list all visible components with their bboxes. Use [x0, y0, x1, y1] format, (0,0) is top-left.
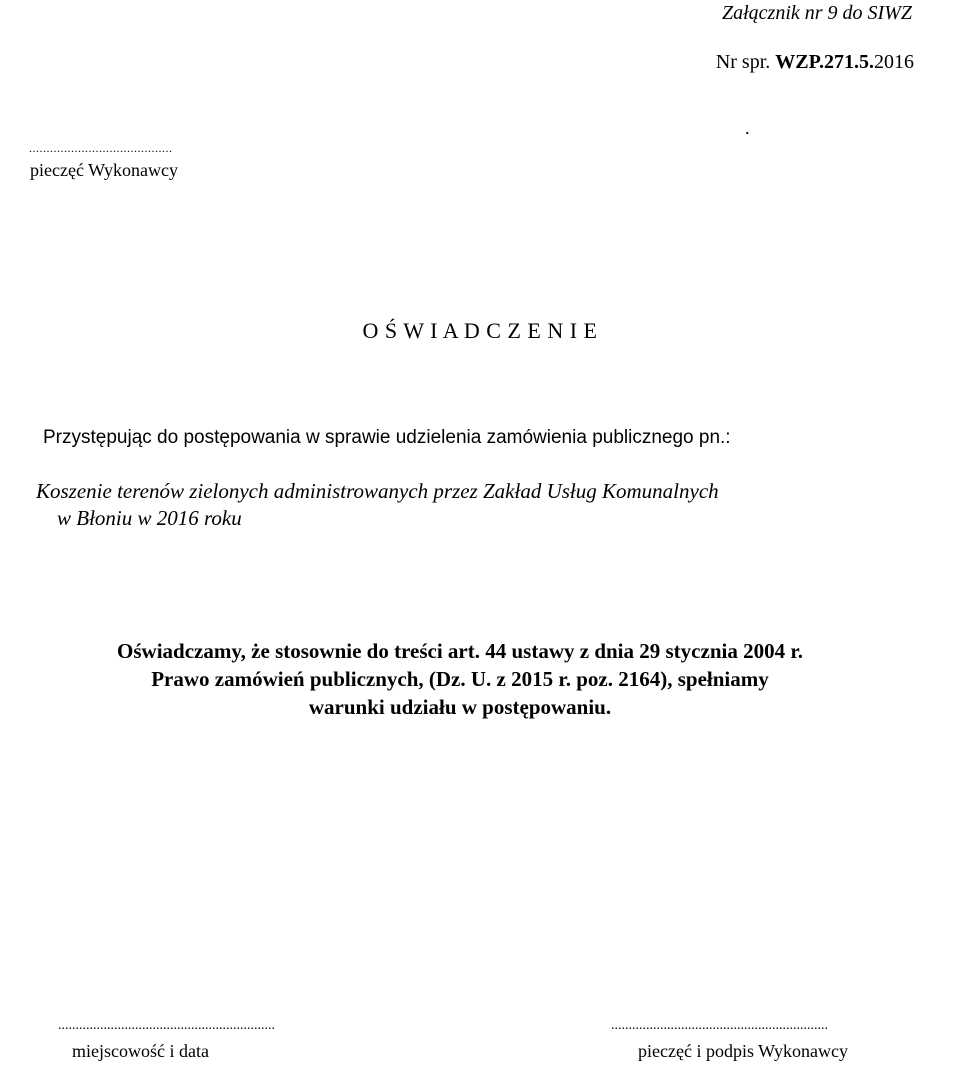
place-date-label: miejscowość i data: [72, 1041, 209, 1061]
declaration-line-1: Oświadczamy, że stosownie do treści art. 44 ustawy z dnia 29 stycznia 2004 r.: [117, 639, 803, 663]
signature-line: ..............................................................: [611, 1018, 828, 1033]
procurement-subject-line-2: w Błoniu w 2016 roku: [57, 506, 242, 530]
contractor-stamp-line: .........................................: [29, 141, 173, 155]
intro-paragraph: Przystępując do postępowania w sprawie udzielenia zamówienia publicznego pn.:: [43, 427, 731, 448]
stray-dot: .: [745, 118, 750, 138]
case-reference-number: WZP.271.5.: [775, 51, 874, 73]
document-title: O Ś W I A D C Z E N I E: [362, 318, 598, 343]
signature-label: pieczęć i podpis Wykonawcy: [638, 1041, 849, 1061]
contractor-stamp-label: pieczęć Wykonawcy: [30, 160, 179, 180]
case-reference-prefix: Nr spr.: [715, 51, 776, 73]
declaration-line-2: Prawo zamówień publicznych, (Dz. U. z 2015 r. poz. 2164), spełniamy: [151, 667, 769, 691]
declaration-paragraph: [20, 637, 900, 721]
place-date-line: ..............................................................: [58, 1018, 275, 1033]
case-reference-year: 2016: [874, 51, 914, 73]
annex-label: Załącznik nr 9 do SIWZ: [722, 2, 912, 24]
case-reference: [716, 51, 914, 74]
declaration-line-3: warunki udziału w postępowaniu.: [308, 695, 612, 719]
procurement-subject-line-1: Koszenie terenów zielonych administrowanych przez Zakład Usług Komunalnych: [36, 479, 719, 503]
